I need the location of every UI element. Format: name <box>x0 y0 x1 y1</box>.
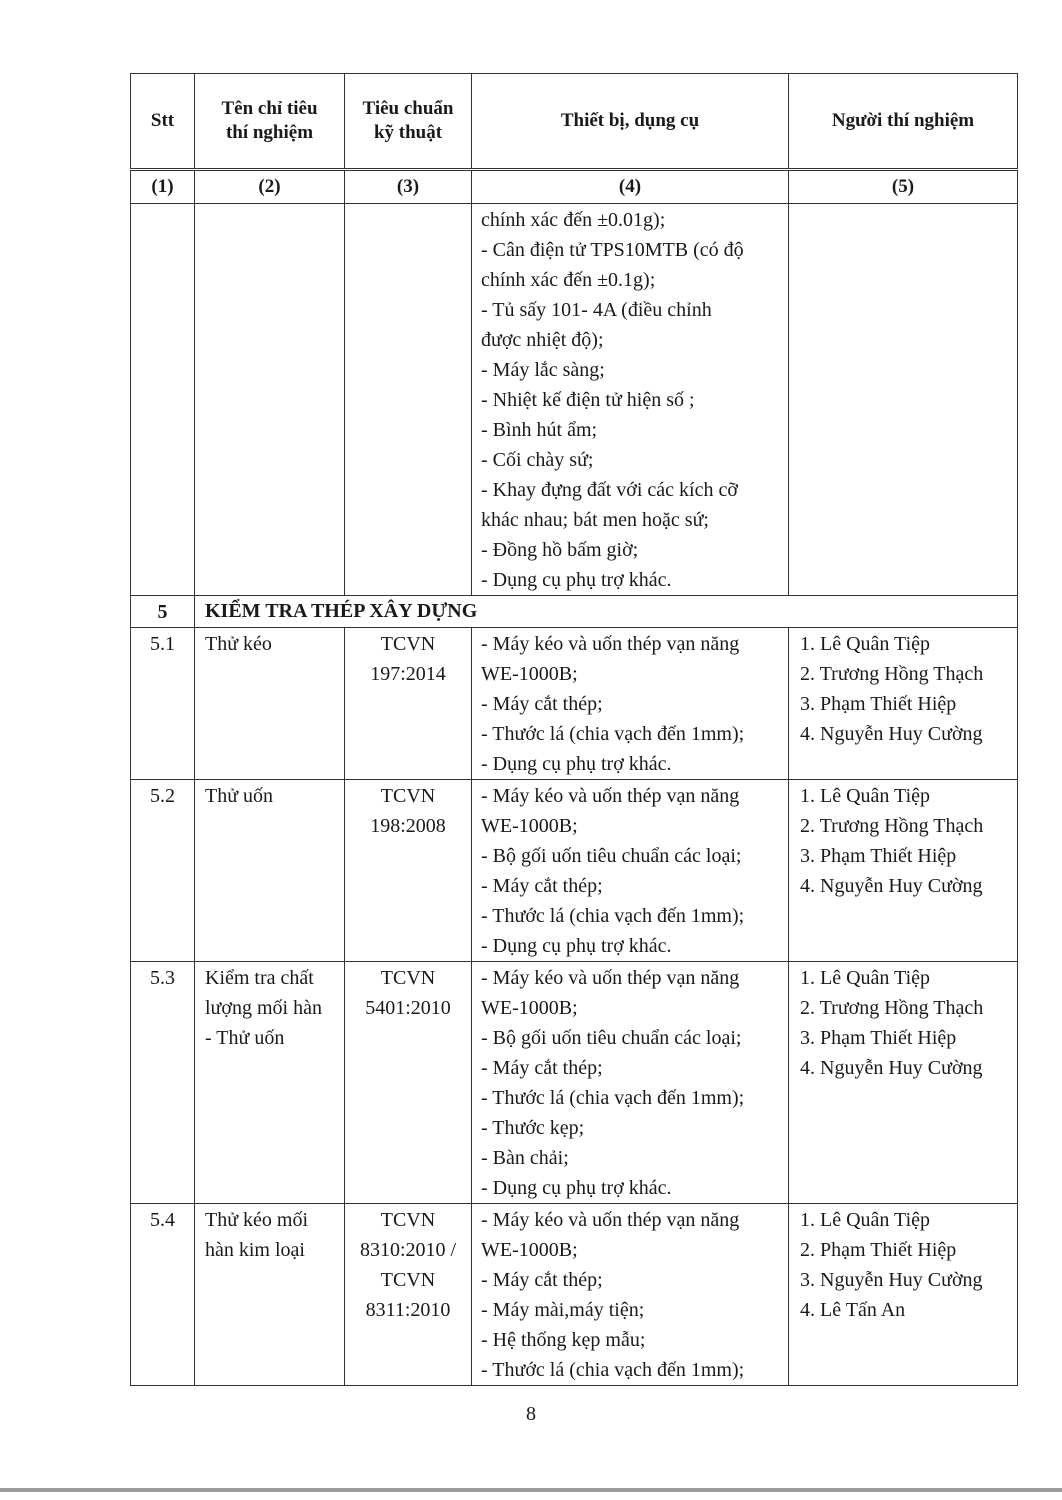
text-line: 3. Nguyễn Huy Cường <box>800 1269 983 1291</box>
text-line: - Máy kéo và uốn thép vạn năng <box>481 967 740 989</box>
text-line: - Tủ sấy 101- 4A (điều chỉnh <box>481 299 712 321</box>
text-line: 4. Nguyễn Huy Cường <box>800 1057 983 1079</box>
text-line: - Cân điện tử TPS10MTB (có độ <box>481 239 744 261</box>
cell-stt: 5.2 <box>131 780 195 962</box>
text-line: - Máy cắt thép; <box>481 693 603 715</box>
column-number: (2) <box>195 170 345 204</box>
cell-stt: 5.4 <box>131 1204 195 1386</box>
cell-test-name <box>195 962 345 1204</box>
text-line: - Dụng cụ phụ trợ khác. <box>481 569 672 591</box>
header-standard-line: kỹ thuật <box>373 122 443 143</box>
text-line: 3. Phạm Thiết Hiệp <box>800 693 957 715</box>
text-line: - Nhiệt kế điện tử hiện số ; <box>481 389 695 411</box>
text-line: Thử kéo <box>205 633 272 655</box>
cell-test-name <box>195 628 345 780</box>
column-number: (4) <box>472 170 789 204</box>
text-line: 2. Phạm Thiết Hiệp <box>800 1239 957 1261</box>
text-line: - Bàn chải; <box>481 1147 569 1169</box>
text-line: Kiểm tra chất <box>205 967 314 989</box>
cell-stt: 5.3 <box>131 962 195 1204</box>
text-line: 8310:2010 / <box>359 1239 457 1261</box>
text-line: - Máy kéo và uốn thép vạn năng <box>481 785 740 807</box>
cell-equipment <box>472 780 789 962</box>
page-number: 8 <box>526 1403 536 1425</box>
text-line: - Thước lá (chia vạch đến 1mm); <box>481 1359 745 1381</box>
text-line: 198:2008 <box>370 815 446 837</box>
scan-edge-line <box>0 1488 1062 1492</box>
header-equipment: Thiết bị, dụng cụ <box>472 74 789 170</box>
cell-stt: 5.1 <box>131 628 195 780</box>
table-row <box>131 628 1018 780</box>
column-number: (5) <box>789 170 1018 204</box>
text-line: chính xác đến ±0.1g); <box>481 269 656 291</box>
document-page <box>130 73 1017 1386</box>
text-line: 2. Trương Hồng Thạch <box>800 997 984 1019</box>
text-line: - Máy cắt thép; <box>481 1269 603 1291</box>
text-line: 8311:2010 <box>365 1299 451 1321</box>
text-line: WE-1000B; <box>481 1239 578 1261</box>
cell-equipment <box>472 1204 789 1386</box>
continuation-row <box>131 204 1018 596</box>
text-line: 197:2014 <box>370 663 446 685</box>
text-line: 1. Lê Quân Tiệp <box>800 1209 930 1231</box>
text-line: được nhiệt độ); <box>481 329 604 351</box>
text-line: Thử kéo mối <box>205 1209 309 1231</box>
text-line: 3. Phạm Thiết Hiệp <box>800 1027 957 1049</box>
cell-tester <box>789 1204 1018 1386</box>
text-line: Thử uốn <box>205 785 274 807</box>
text-line: - Bình hút ẩm; <box>481 419 598 441</box>
text-line: - Dụng cụ phụ trợ khác. <box>481 753 672 775</box>
cell-tester <box>789 204 1018 596</box>
text-line: - Thước lá (chia vạch đến 1mm); <box>481 1087 745 1109</box>
text-line: - Khay đựng đất với các kích cỡ <box>481 479 738 501</box>
section-title: KIỂM TRA THÉP XÂY DỰNG <box>195 596 1018 628</box>
text-line: - Máy lắc sàng; <box>481 359 605 381</box>
text-line: - Máy kéo và uốn thép vạn năng <box>481 633 740 655</box>
text-line: - Máy cắt thép; <box>481 875 603 897</box>
text-line: - Máy mài,máy tiện; <box>481 1299 645 1321</box>
text-line: 3. Phạm Thiết Hiệp <box>800 845 957 867</box>
cell-standard <box>345 1204 472 1386</box>
header-row <box>131 74 1018 170</box>
text-line: WE-1000B; <box>481 663 578 685</box>
cell-standard <box>345 628 472 780</box>
text-line: WE-1000B; <box>481 997 578 1019</box>
text-line: TCVN <box>380 967 436 989</box>
cell-tester <box>789 780 1018 962</box>
table-row <box>131 962 1018 1204</box>
cell-test-name <box>195 1204 345 1386</box>
text-line: khác nhau; bát men hoặc sứ; <box>481 509 709 531</box>
text-line: 2. Trương Hồng Thạch <box>800 663 984 685</box>
text-line: - Đồng hồ bấm giờ; <box>481 539 639 561</box>
header-stt: Stt <box>131 74 195 170</box>
text-line: - Thước kẹp; <box>481 1117 585 1139</box>
text-line: 4. Nguyễn Huy Cường <box>800 875 983 897</box>
text-line: - Thử uốn <box>205 1027 285 1049</box>
text-line: TCVN <box>380 633 436 655</box>
text-line: 5401:2010 <box>365 997 451 1019</box>
text-line: hàn kim loại <box>205 1239 305 1261</box>
header-test-name <box>195 74 345 170</box>
text-line: 4. Lê Tấn An <box>800 1299 906 1321</box>
column-number-row <box>131 170 1018 204</box>
text-line: 4. Nguyễn Huy Cường <box>800 723 983 745</box>
cell-equipment <box>472 628 789 780</box>
text-line: - Máy kéo và uốn thép vạn năng <box>481 1209 740 1231</box>
column-number: (1) <box>131 170 195 204</box>
text-line: 1. Lê Quân Tiệp <box>800 785 930 807</box>
text-line: TCVN <box>380 785 436 807</box>
header-test-name-line: Tên chỉ tiêu <box>221 98 318 119</box>
text-line: TCVN <box>380 1209 436 1231</box>
text-line: - Bộ gối uốn tiêu chuẩn các loại; <box>481 1027 742 1049</box>
cell-test-name <box>195 780 345 962</box>
text-line: - Máy cắt thép; <box>481 1057 603 1079</box>
text-line: - Hệ thống kẹp mẫu; <box>481 1329 646 1351</box>
text-line: 2. Trương Hồng Thạch <box>800 815 984 837</box>
text-line: WE-1000B; <box>481 815 578 837</box>
cell-equipment <box>472 962 789 1204</box>
equipment-table <box>130 73 1018 1386</box>
cell-standard <box>345 962 472 1204</box>
cell-standard <box>345 780 472 962</box>
cell-tester <box>789 628 1018 780</box>
cell-tester <box>789 962 1018 1204</box>
text-line: - Bộ gối uốn tiêu chuẩn các loại; <box>481 845 742 867</box>
section-row <box>131 596 1018 628</box>
text-line: lượng mối hàn <box>205 997 322 1019</box>
header-tester: Người thí nghiệm <box>789 74 1018 170</box>
table-row <box>131 1204 1018 1386</box>
section-number: 5 <box>131 596 195 628</box>
column-number: (3) <box>345 170 472 204</box>
header-test-name-line: thí nghiệm <box>225 122 314 143</box>
text-line: 1. Lê Quân Tiệp <box>800 633 930 655</box>
text-line: - Thước lá (chia vạch đến 1mm); <box>481 723 745 745</box>
header-standard-line: Tiêu chuẩn <box>362 98 454 119</box>
cell-standard <box>345 204 472 596</box>
header-standard <box>345 74 472 170</box>
text-line: chính xác đến ±0.01g); <box>481 209 666 231</box>
text-line: - Dụng cụ phụ trợ khác. <box>481 935 672 957</box>
text-line: 1. Lê Quân Tiệp <box>800 967 930 989</box>
cell-test-name <box>195 204 345 596</box>
table-row <box>131 780 1018 962</box>
text-line: - Cối chày sứ; <box>481 449 594 471</box>
text-line: - Thước lá (chia vạch đến 1mm); <box>481 905 745 927</box>
text-line: TCVN <box>380 1269 436 1291</box>
text-line: - Dụng cụ phụ trợ khác. <box>481 1177 672 1199</box>
cell-stt <box>131 204 195 596</box>
cell-equipment <box>472 204 789 596</box>
